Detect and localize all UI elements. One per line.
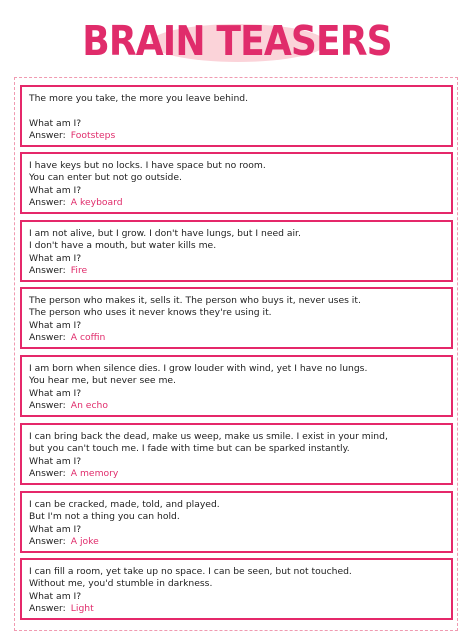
riddle-answer-line: [29, 468, 118, 480]
answer-label: Answer:: [29, 197, 66, 208]
riddle-question: I can be cracked, made, told, and played. But I'm not a thing you can hold.: [29, 499, 220, 522]
riddle-prompt: What am I?: [29, 253, 82, 264]
riddle-prompt: What am I?: [29, 456, 82, 467]
riddle-card-8: [20, 558, 453, 620]
answer-value: A keyboard: [70, 197, 123, 208]
riddle-prompt: What am I?: [29, 118, 82, 129]
riddle-question: I am not alive, but I grow. I don't have lungs, but I need air. I don't have a mouth, but water kills me.: [29, 228, 301, 251]
riddle-answer-line: [29, 400, 108, 412]
page-title: BRAIN TEASERS: [82, 17, 392, 65]
answer-value: Fire: [70, 265, 88, 276]
riddle-question: The person who makes it, sells it. The person who buys it, never uses it. The person who uses it never knows they're using it.: [29, 295, 361, 318]
answer-label: Answer:: [29, 332, 66, 343]
answer-value: An echo: [70, 400, 108, 411]
riddle-prompt: What am I?: [29, 185, 82, 196]
riddle-question: I can bring back the dead, make us weep, make us smile. I exist in your mind, but you can't touch me. I fade with time but can be sparked instantly.: [29, 431, 388, 454]
answer-value: Light: [70, 603, 94, 614]
riddle-question: I have keys but no locks. I have space but no room. You can enter but not go outside.: [29, 160, 266, 183]
answer-value: A coffin: [70, 332, 106, 343]
answer-value: A joke: [70, 536, 99, 547]
answer-label: Answer:: [29, 265, 66, 276]
riddle-prompt: What am I?: [29, 320, 82, 331]
answer-label: Answer:: [29, 536, 66, 547]
riddle-card-3: [20, 220, 453, 282]
answer-value: A memory: [70, 468, 119, 479]
riddle-answer-line: [29, 536, 99, 548]
riddle-question: I am born when silence dies. I grow louder with wind, yet I have no lungs. You hear me, but never see me.: [29, 363, 368, 386]
riddle-answer-line: [29, 603, 94, 615]
answer-label: Answer:: [29, 400, 66, 411]
answer-label: Answer:: [29, 468, 66, 479]
riddle-question: I can fill a room, yet take up no space. I can be seen, but not touched. Without me, you'd stumble in darkness.: [29, 566, 352, 589]
riddle-card-6: [20, 423, 453, 485]
riddle-prompt: What am I?: [29, 524, 82, 535]
riddle-card-4: [20, 287, 453, 349]
riddle-answer-line: [29, 332, 105, 344]
riddle-card-1: [20, 85, 453, 147]
riddle-prompt: What am I?: [29, 388, 82, 399]
riddle-question: The more you take, the more you leave behind.: [29, 93, 249, 104]
riddle-answer-line: [29, 265, 87, 277]
answer-label: Answer:: [29, 603, 66, 614]
riddle-answer-line: [29, 130, 115, 142]
riddle-answer-line: [29, 197, 123, 209]
riddle-card-5: [20, 355, 453, 417]
riddle-prompt: What am I?: [29, 591, 82, 602]
header: [0, 10, 474, 72]
answer-value: Footsteps: [70, 130, 116, 141]
riddle-card-7: [20, 491, 453, 553]
riddle-card-2: [20, 152, 453, 214]
answer-label: Answer:: [29, 130, 66, 141]
